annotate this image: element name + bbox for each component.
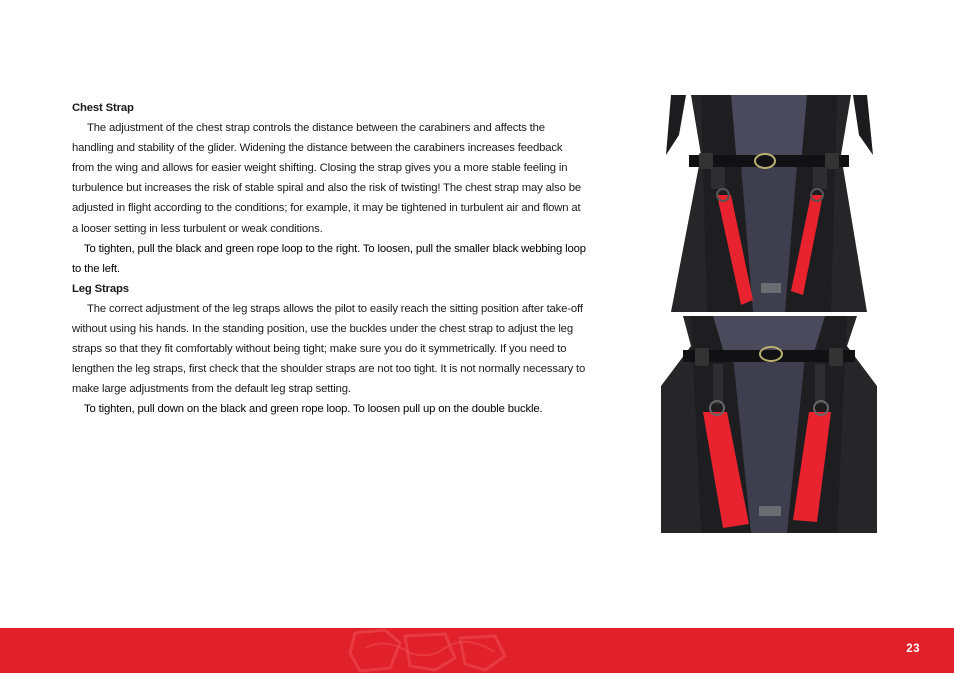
leg-straps-paragraph: The correct adjustment of the leg straps allows the pilot to easily reach the sitting position after take-off without using his hands. In the standing position, use the buckles under the chest strap to adjust the leg straps so that they fit comfortably without being tight; make sure you do it symmetrically. If you need to lengthen the leg straps, first check that the shoulder straps are not too tight. It is not normally necessary to make large adjustments from the default leg strap setting. <box>72 302 586 396</box>
chest-strap-heading: Chest Strap <box>72 102 134 114</box>
chest-strap-paragraph: The adjustment of the chest strap controls the distance between the carabiners and affects the handling and stability of the glider. Widening the distance between the carabiners increases feedback from the wing and allows for easier weight shifting. Closing the strap gives you a more stable feeling in turbulence but increases the risk of stable spiral and also the risk of twisting! The chest strap may also be adjusted in flight according to the conditions; for example, it may be tightened in turbulent air and flown at a looser setting in less turbulent or weak conditions. <box>72 122 582 235</box>
chest-strap-instructions: To tighten, pull the black and green rope loop to the right. To loosen, pull the smaller black webbing loop to the left. <box>72 242 586 275</box>
page-number: 23 <box>906 643 920 655</box>
footer-bar <box>0 628 954 673</box>
leg-straps-instructions: To tighten, pull down on the black and green rope loop. To loosen pull up on the double buckle. <box>84 403 543 416</box>
leg-straps-heading: Leg Straps <box>72 282 129 295</box>
body-text <box>72 98 587 420</box>
harness-photo-bottom <box>661 316 877 533</box>
brand-logo-watermark <box>345 628 510 673</box>
harness-photo-top <box>661 95 877 312</box>
